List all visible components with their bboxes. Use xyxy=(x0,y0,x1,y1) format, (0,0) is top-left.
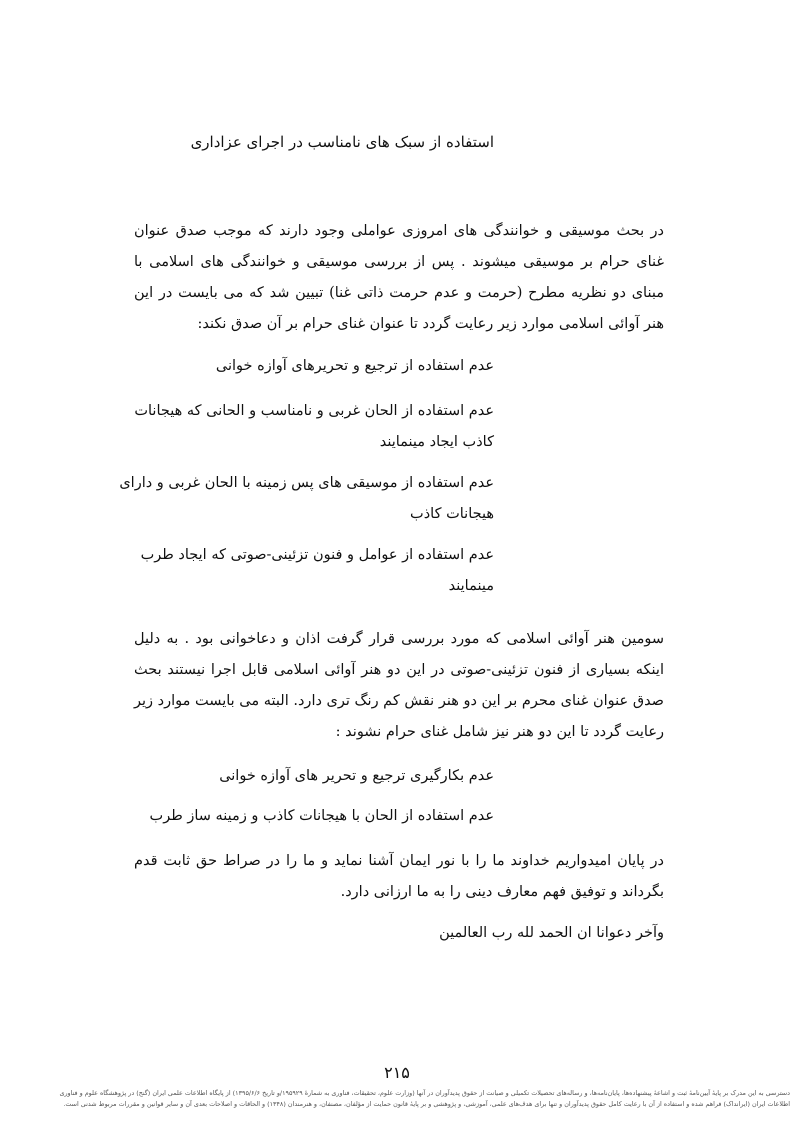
list-item: عدم استفاده از الحان غربی و نامناسب و الحانی که هیجانات کاذب ایجاد مینمایند xyxy=(134,403,494,450)
footer-line: دسترسی به این مدرک بر پایهٔ آیین‌نامهٔ ثبت و اشاعهٔ پیشنهاده‌ها، پایان‌نامه‌ها، و رساله‌های تحصیلات تکمیلی و صیانت از حقوق پدیدآوران در آنها (وزارت علوم، تحقیقات، فناوری به شمارهٔ ۱۹۵۹۲۹/و تاریخ ۱۳۹۵/۶/۶) از پایگاه اطلاعات علمی ایران (گنج) در پژوهشگاه علوم و فناوری xyxy=(59,1089,790,1097)
page-number: ۲۱۵ xyxy=(384,1063,410,1082)
list-item: عدم استفاده از الحان با هیجانات کاذب و زمینه ساز طرب xyxy=(149,808,494,824)
paragraph-adhan: سومین هنر آوائی اسلامی که مورد بررسی قرار گرفت اذان و دعاخوانی بود . به دلیل اینکه بسیاری از فنون تزئینی-صوتی در این دو هنر آوائی اسلامی قابل اجرا نیستند بحث صدق عنوان غنای محرم بر این دو هنر نقش کم رنگ تری دارد. البته می بایست موارد زیر رعایت گردد تا این دو هنر نیز شامل غنای حرام نشوند : xyxy=(134,631,664,740)
list-item: عدم بکارگیری ترجیع و تحریر های آوازه خوانی xyxy=(219,768,494,784)
list-item: عدم استفاده از ترجیع و تحریرهای آوازه خوانی xyxy=(215,358,494,374)
footer-line: اطلاعات ایران (ایرانداک) فراهم شده و استفاده از آن با رعایت کامل حقوق پدیدآوران و تنها برای هدف‌های علمی، آموزشی، و پژوهشی و بر پایهٔ قانون حمایت از مؤلفان، مصنفان، و هنرمندان (۱۳۴۸) و الحاقات و اصلاحات بعدی آن و سایر قوانین و مقررات مربوط شدنی است. xyxy=(63,1100,790,1108)
copyright-footer xyxy=(4,1088,790,1110)
paragraph-intro: در بحث موسیقی و خوانندگی های امروزی عواملی وجود دارند که موجب صدق عنوان غنای حرام بر موسیقی میشوند . پس از بررسی موسیقی و خوانندگی های اسلامی با مبنای دو نظریه مطرح (حرمت و عدم حرمت ذاتی غنا) تبیین شد که می بایست در این هنر آوائی اسلامی موارد زیر رعایت گردد تا عنوان غنای حرام بر آن صدق نکند: xyxy=(134,223,664,332)
closing-line: وآخر دعوانا ان الحمد لله رب العالمین xyxy=(439,925,664,941)
paragraph-conclusion: در پایان امیدواریم خداوند ما را با نور ایمان آشنا نماید و ما را در صراط حق ثابت قدم بگرداند و توفیق فهم معارف دینی را به ما ارزانی دارد. xyxy=(134,853,664,900)
section-title: استفاده از سبک های نامناسب در اجرای عزاداری xyxy=(190,133,494,151)
list-item: عدم استفاده از موسیقی های پس زمینه با الحان غربی و دارای هیجانات کاذب xyxy=(119,475,494,522)
list-item: عدم استفاده از عوامل و فنون تزئینی-صوتی که ایجاد طرب مینمایند xyxy=(140,547,494,594)
